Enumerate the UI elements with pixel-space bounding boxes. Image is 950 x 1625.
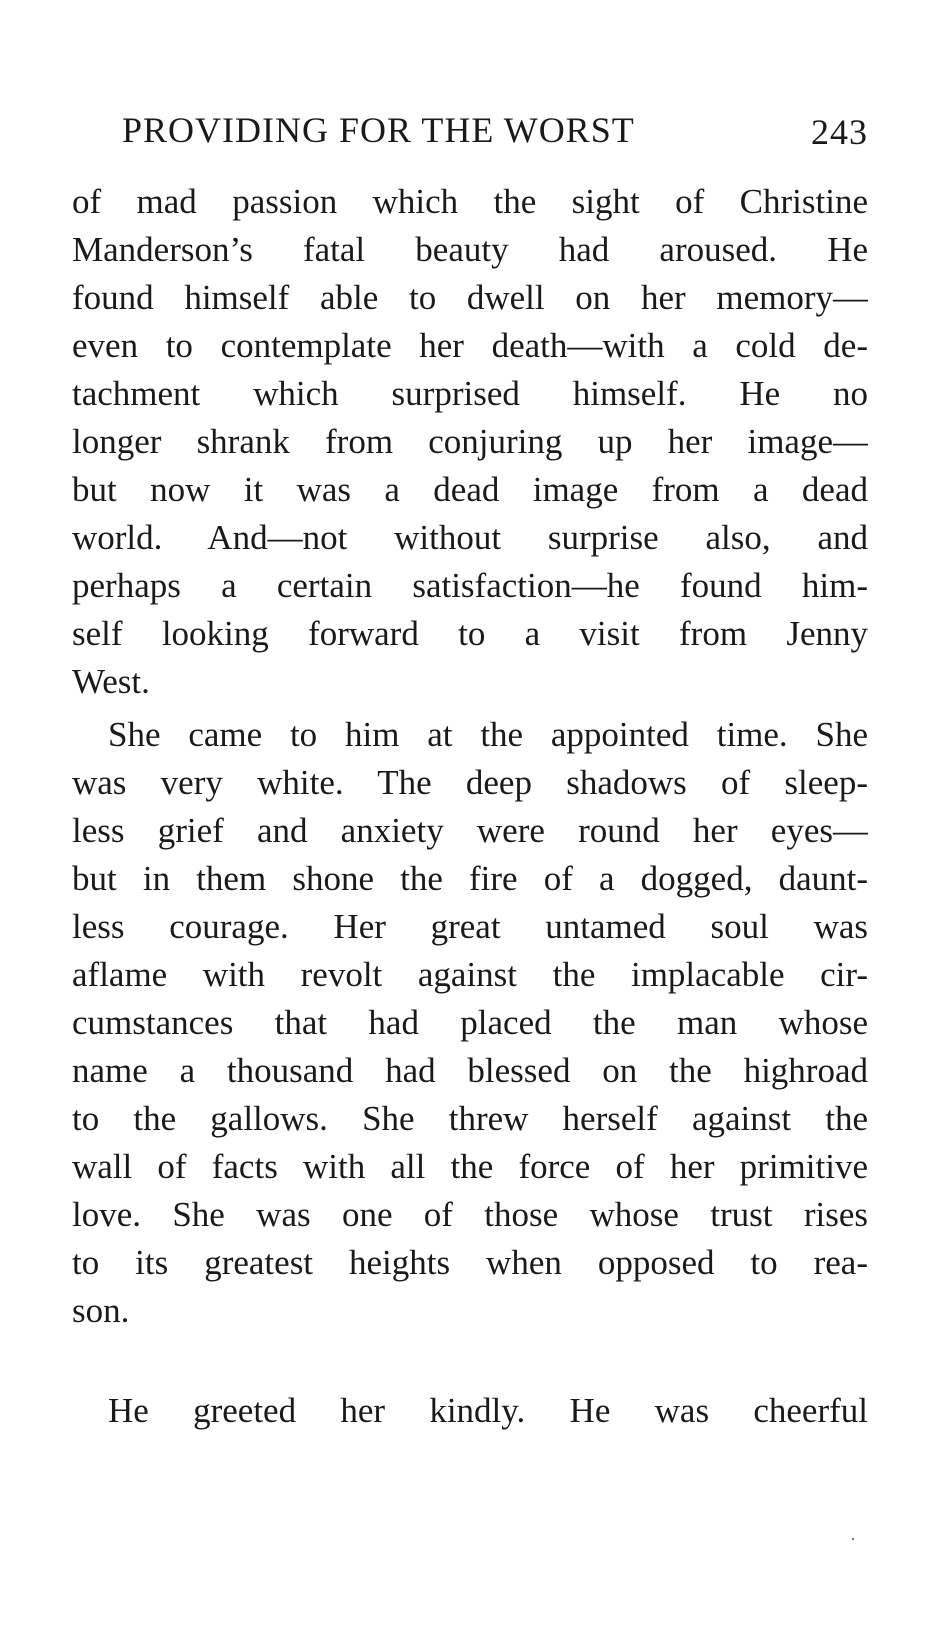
page-number: 243 xyxy=(811,112,868,152)
text-line: perhaps a certain satisfaction—he found him- xyxy=(72,566,868,605)
running-head xyxy=(122,106,868,154)
text-line: wall of facts with all the force of her primitive xyxy=(72,1147,868,1186)
text-line: She came to him at the appointed time. She xyxy=(108,715,868,754)
text-line: tachment which surprised himself. He no xyxy=(72,374,868,413)
chapter-title: PROVIDING FOR THE WORST xyxy=(122,110,635,150)
scan-speck xyxy=(852,1538,854,1540)
text-line: He greeted her kindly. He was cheerful xyxy=(108,1391,868,1430)
text-line: but in them shone the fire of a dogged, daunt- xyxy=(72,859,868,898)
text-line: Manderson’s fatal beauty had aroused. He xyxy=(72,230,868,269)
text-line: but now it was a dead image from a dead xyxy=(72,470,868,509)
text-line: love. She was one of those whose trust rises xyxy=(72,1195,868,1234)
text-line: was very white. The deep shadows of sleep- xyxy=(72,763,868,802)
text-line: self looking forward to a visit from Jenny xyxy=(72,614,868,653)
text-line: less courage. Her great untamed soul was xyxy=(72,907,868,946)
text-line: world. And—not without surprise also, and xyxy=(72,518,868,557)
text-line: son. xyxy=(72,1291,130,1330)
text-line: of mad passion which the sight of Christine xyxy=(72,182,868,221)
text-line: aflame with revolt against the implacable cir- xyxy=(72,955,868,994)
text-line xyxy=(72,1334,868,1383)
text-line: to its greatest heights when opposed to rea- xyxy=(72,1243,868,1282)
text-line: cumstances that had placed the man whose xyxy=(72,1003,868,1042)
text-line: longer shrank from conjuring up her image— xyxy=(72,422,868,461)
text-line: West. xyxy=(72,662,150,701)
text-line: name a thousand had blessed on the highroad xyxy=(72,1051,868,1090)
text-line: even to contemplate her death—with a cold de- xyxy=(72,326,868,365)
text-line: to the gallows. She threw herself against the xyxy=(72,1099,868,1138)
text-line: less grief and anxiety were round her eyes— xyxy=(72,811,868,850)
text-line: found himself able to dwell on her memory— xyxy=(72,278,868,317)
